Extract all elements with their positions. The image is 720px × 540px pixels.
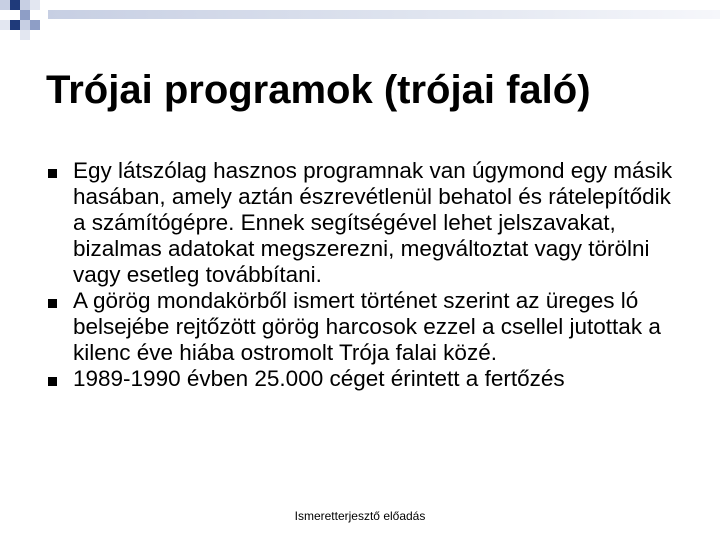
header-bar — [48, 10, 720, 19]
bullet-item — [48, 366, 688, 392]
header-decoration — [0, 0, 720, 46]
bullet-item — [48, 158, 688, 288]
square-bullet-icon — [48, 299, 57, 308]
bullet-text: Egy látszólag hasznos programnak van úgymond egy másik hasában, amely aztán észrevétlenül behatol és rátelepítődik a számítógépre. Ennek segítségével lehet jelszavakat, bizalmas adatokat megszerezni, megváltoztat vagy törölni vagy esetleg továbbítani. — [73, 158, 673, 287]
square-bullet-icon — [48, 169, 57, 178]
deco-square — [0, 20, 10, 30]
bullet-text: A görög mondakörből ismert történet szerint az üreges ló belsejébe rejtőzött görög harcosok ezzel a csellel jutottak a kilenc éve hiába ostromolt Trója falai közé. — [73, 288, 661, 365]
deco-square — [30, 10, 40, 20]
deco-square — [20, 0, 30, 10]
square-bullet-icon — [48, 377, 57, 386]
bullet-list — [48, 158, 688, 392]
deco-square — [20, 20, 30, 30]
deco-square — [10, 10, 20, 20]
slide-footer: Ismeretterjesztő előadás — [294, 509, 426, 523]
deco-square — [0, 0, 10, 10]
deco-square — [20, 30, 30, 40]
deco-square — [10, 20, 20, 30]
bullet-item — [48, 288, 688, 366]
deco-square — [10, 0, 20, 10]
deco-square — [30, 20, 40, 30]
deco-square — [20, 10, 30, 20]
deco-square — [30, 0, 40, 10]
bullet-text: 1989-1990 évben 25.000 céget érintett a fertőzés — [73, 366, 565, 391]
slide-title: Trójai programok (trójai faló) — [46, 68, 591, 112]
